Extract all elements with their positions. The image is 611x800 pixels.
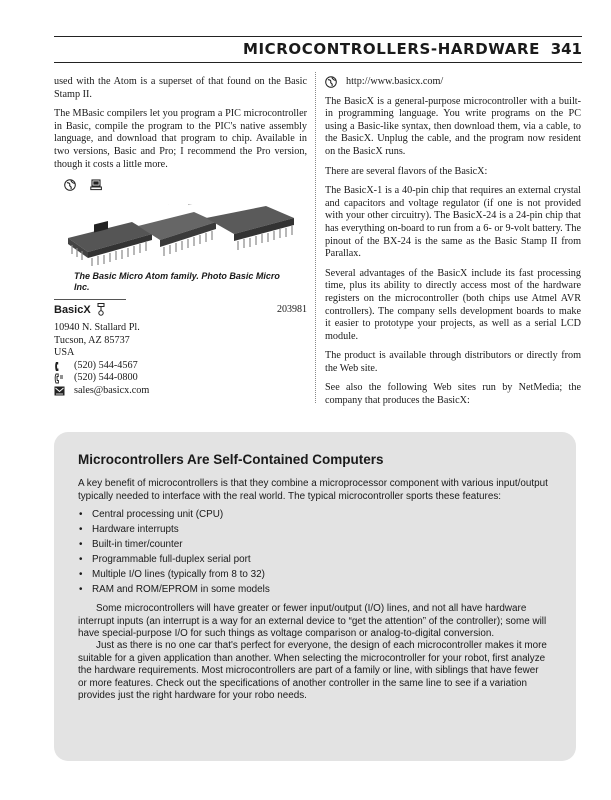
running-head: MICROCONTROLLERS-HARDWARE [242, 40, 540, 58]
phone-icon [54, 361, 74, 372]
fax-number[interactable]: (520) 544-0800 [74, 372, 138, 384]
header-bottom-rule [54, 62, 582, 63]
company-code: 203981 [277, 304, 307, 315]
sidebar-content [78, 454, 548, 702]
column-divider [315, 72, 316, 403]
list-item: • Hardware interrupts [78, 522, 548, 537]
email-address[interactable]: sales@basicx.com [74, 384, 150, 396]
right-paragraph-5: The product is available through distributors or directly from the Web site. [325, 350, 581, 374]
chip-module-3 [206, 204, 294, 250]
chip-module-2 [138, 204, 216, 256]
fax-row [54, 372, 307, 385]
sidebar-paragraph-2: Just as there is no one car that's perfect for everyone, the design of each microcontroller makes it more suitable for a given application than another. When selecting the microcontroller for your robot, first analyze the hardware requirements. Most microcontrollers are part of a family or line, with siblings that have fewer or more features. Check out the specifications of another controller in the same line to see if a variation provides just the right hardware for your robo needs. [78, 640, 547, 702]
fax-icon [54, 373, 74, 384]
right-paragraph-6: See also the following Web sites run by NetMedia; the company that produces the BasicX: [325, 382, 581, 407]
company-address [54, 322, 307, 398]
company-separator [54, 299, 126, 300]
key-icon [97, 303, 105, 316]
address-line-1: 10940 N. Stallard Pl. [54, 322, 140, 333]
list-item: • RAM and ROM/EPROM in some models [78, 582, 548, 597]
left-column [54, 76, 307, 192]
feature-list [78, 507, 548, 597]
list-item: • Programmable full-duplex serial port [78, 552, 548, 567]
right-paragraph-4: Several advantages of the BasicX include its fast processing time, plus its ability to directly access most of the hardware registers on the microcontroller (both chips use Atmel AVR controllers). The company sells development boards to make it easier to prototype your projects, as well as a serial LCD module. [325, 267, 581, 342]
left-paragraph-1: used with the Atom is a superset of that found on the Basic Stamp II. [54, 76, 307, 100]
left-paragraph-2: The MBasic compilers let you program a PIC microcontroller in Basic, compile the program to the PIC's native assembly language, and download that program to chip. Available in two versions, Basic and Pro; I recommend the Pro version, though it costs a little more. [54, 108, 307, 170]
globe-icon [325, 76, 337, 88]
chip-module-1 [68, 221, 152, 266]
list-item: • Central processing unit (CPU) [78, 507, 548, 522]
company-heading [54, 303, 307, 316]
email-row [54, 385, 307, 398]
right-paragraph-2: There are several flavors of the BasicX: [325, 165, 488, 177]
list-item: • Built-in timer/counter [78, 537, 548, 552]
company-name: BasicX [54, 303, 91, 316]
right-paragraph-3: The BasicX-1 is a 40-pin chip that requires an external crystal and capacitors and voltage regulator (if one is not provided with your other circuitry). The BasicX-24 is a 24-pin chip that has everything on-board to run from a 6- or 9-volt battery. The pinout of the BX-24 is the same as the Basic Stamp II from Parallax. [325, 185, 581, 260]
atom-family-photo [64, 204, 298, 268]
resource-icons [64, 178, 307, 192]
sidebar-paragraph-1: Some microcontrollers will have greater or fewer input/output (I/O) lines, and not all have hardware interrupt inputs (an interrupt is a way for an external device to “get the attention” of the controller); some will have special-purpose I/O for such things as voltage comparison or analog-to-digital conversion. [78, 603, 547, 640]
sidebar-title: Microcontrollers Are Self-Contained Computers [78, 452, 384, 467]
list-item: • Multiple I/O lines (typically from 8 to 32) [78, 567, 548, 582]
phone-number[interactable]: (520) 544-4567 [74, 359, 138, 371]
right-paragraph-1: The BasicX is a general-purpose microcontroller with a built-in programming language. You write programs on the PC using a Basic-like syntax, then download them, via a cable, to the BasicX. Unplug the cable, and the program now resident on the BasicX runs. [325, 95, 581, 157]
address-country: USA [54, 347, 75, 359]
sidebar-intro: A key benefit of microcontrollers is that they combine a microprocessor component with various input/output typically needed to interface with the real world. The typical microcontroller sports these features: [78, 478, 548, 502]
header-top-rule [54, 36, 582, 37]
right-column [325, 76, 581, 415]
photo-caption: The Basic Micro Atom family. Photo Basic Micro Inc. [74, 271, 280, 292]
phone-row [54, 360, 307, 373]
globe-icon [64, 179, 76, 191]
website-link[interactable]: http://www.basicx.com/ [346, 76, 444, 87]
email-icon [54, 386, 74, 396]
sidebar-box [54, 432, 576, 761]
address-line-2: Tucson, AZ 85737 [54, 334, 130, 346]
url-row [325, 76, 581, 89]
computer-icon [90, 179, 103, 191]
page-number: 341 [550, 40, 582, 58]
